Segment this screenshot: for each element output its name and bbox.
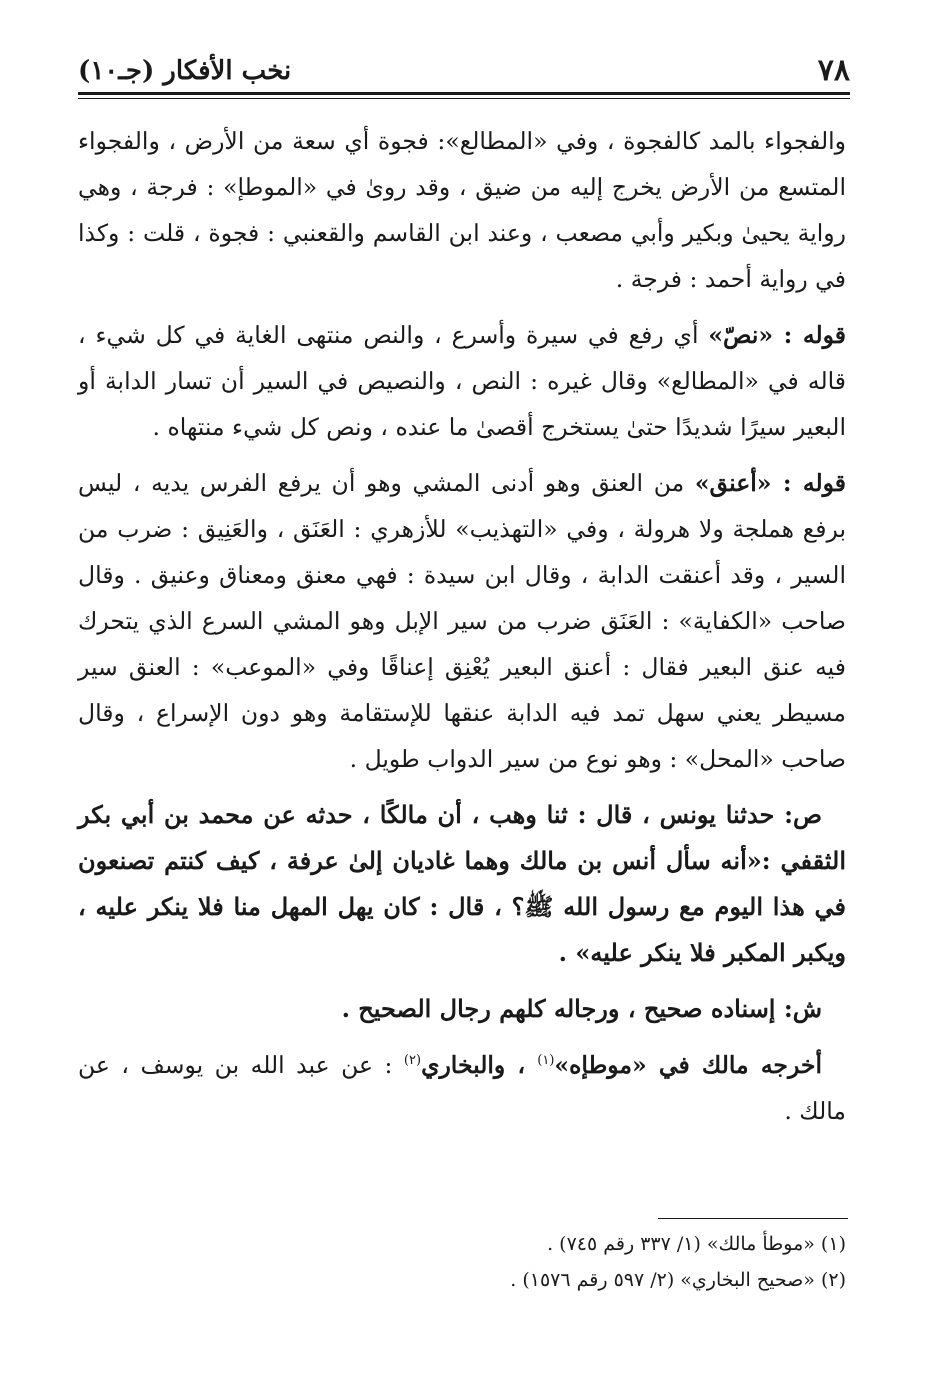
isnad-note: ش: إسناده صحيح ، ورجاله كلهم رجال الصحيح . bbox=[341, 994, 822, 1023]
footnote-1: (١) «موطأ مالك» (١/ ٣٣٧ رقم ٧٤٥) . bbox=[547, 1233, 846, 1255]
paragraph-nass bbox=[78, 312, 846, 450]
footnote-2: (٢) «صحيح البخاري» (٢/ ٥٩٧ رقم ١٥٧٦) . bbox=[510, 1269, 846, 1291]
paragraph-fajwa: والفجواء بالمد كالفجوة ، وفي «المطالع»: فجوة أي سعة من الأرض ، والفجواء المتسع من الأرض يخرج إليه من ضيق ، وقد روىٰ في «الموطإ» : فرجة ، وهي رواية يحيىٰ وبكير وأبي مصعب ، وعند ابن القاسم والقعنبي : فجوة ، قلت : وكذا في رواية أحمد : فرجة . bbox=[78, 127, 846, 293]
paragraph-a3naq bbox=[78, 460, 846, 782]
paragraph-nass-text: أي رفع في سيرة وأسرع ، والنص منتهى الغاية في كل شيء ، قاله في «المطالع» وقال غيره : النص ، والنصيص في السير أن تسار الدابة أو البعير سيرًا شديدًا حتىٰ يستخرج أقصىٰ ما عنده ، ونص كل شيء منتهاه . bbox=[78, 321, 846, 441]
takhrij-part2: ، والبخاري bbox=[421, 1051, 538, 1079]
paragraph-a3naq-label: قوله : «أعنق» bbox=[694, 469, 846, 497]
takhrij-part1: أخرجه مالك في «موطإه» bbox=[554, 1051, 822, 1079]
takhrij-paragraph bbox=[78, 1042, 846, 1134]
book-title: نخب الأفكار (جـ١٠) bbox=[78, 56, 292, 86]
footnotes bbox=[78, 1226, 846, 1298]
footnote-ref-1[interactable]: (١) bbox=[537, 1053, 555, 1069]
page-header bbox=[78, 48, 850, 88]
paragraph-a3naq-text: من العنق وهو أدنى المشي وهو أن يرفع الفرس يديه ، ليس برفع هملجة ولا هرولة ، وفي «التهذيب» للأزهري : العَنَق ، والعَنِيق : ضرب من السير ، وقد أعنقت الدابة ، وقال ابن سيدة : فهي معنق ومعناق وعنيق . وقال صاحب «الكفاية» : العَنَق ضرب من سير الإبل وهو المشي السرع الذي يتحرك فيه عنق البعير فقال : أعنق البعير يُعْنِق إعناقًا وفي «الموعب» : العنق سير مسيطر يعني سهل تمد فيه الدابة عنقها للإستقامة وهو دون الإسراع ، وقال صاحب «المحل» : وهو نوع من سير الدواب طويل . bbox=[78, 469, 846, 773]
takhrij-part3: : عن عبد الله بن يوسف ، عن مالك . bbox=[78, 1051, 846, 1125]
footnote-ref-2[interactable]: (٢) bbox=[403, 1053, 422, 1069]
hadith-text: ص: حدثنا يونس ، قال : ثنا وهب ، أن مالكًا ، حدثه عن محمد بن أبي بكر الثقفي :«أنه سأل أنس بن مالك وهما غاديان إلىٰ عرفة ، كيف كنتم تصنعون في هذا اليوم مع رسول الله ﷺ؟ ، قال : كان يهل المهل منا فلا ينكر عليه ، ويكبر المكبر فلا ينكر عليه» . bbox=[78, 800, 846, 967]
header-rule-thin bbox=[78, 98, 850, 99]
footnote-separator bbox=[658, 1218, 848, 1219]
header-rule bbox=[78, 92, 850, 95]
page-number: ٧٨ bbox=[817, 53, 850, 88]
main-text bbox=[78, 118, 846, 1144]
paragraph-nass-label: قوله : «نصّ» bbox=[708, 321, 846, 349]
